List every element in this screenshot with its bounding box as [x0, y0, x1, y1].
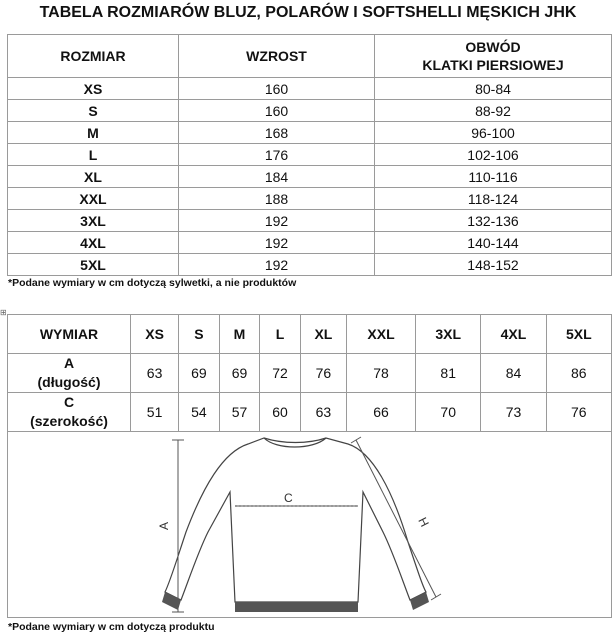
- table-row: [8, 232, 612, 254]
- length-value: 63: [131, 354, 179, 393]
- width-value: 51: [131, 393, 179, 432]
- table-row: [8, 166, 612, 188]
- size-cell: 4XL: [8, 232, 179, 254]
- width-value: 54: [179, 393, 220, 432]
- height-cell: 192: [179, 254, 375, 276]
- chest-cell: 88-92: [375, 100, 612, 122]
- header-size-col: 4XL: [481, 315, 546, 354]
- chest-cell: 148-152: [375, 254, 612, 276]
- width-value: 70: [416, 393, 481, 432]
- header-size-col: L: [260, 315, 301, 354]
- header-dimension: WYMIAR: [8, 315, 131, 354]
- chest-cell: 96-100: [375, 122, 612, 144]
- hem-band: [235, 602, 358, 612]
- length-value: 84: [481, 354, 546, 393]
- size-cell: 5XL: [8, 254, 179, 276]
- table-row: [8, 122, 612, 144]
- header-size-col: XXL: [347, 315, 416, 354]
- header-chest-line2: KLATKI PIERSIOWEJ: [422, 57, 564, 73]
- header-chest: [375, 35, 612, 78]
- header-size-col: 5XL: [546, 315, 611, 354]
- chest-cell: 118-124: [375, 188, 612, 210]
- size-cell: 3XL: [8, 210, 179, 232]
- header-size: ROZMIAR: [8, 35, 179, 78]
- width-value: 57: [219, 393, 260, 432]
- header-height: WZROST: [179, 35, 375, 78]
- length-value: 76: [300, 354, 346, 393]
- size-cell: L: [8, 144, 179, 166]
- table-row: [8, 188, 612, 210]
- height-cell: 160: [179, 78, 375, 100]
- width-value: 60: [260, 393, 301, 432]
- height-cell: 192: [179, 210, 375, 232]
- table-header-row: [8, 315, 612, 354]
- table-row-length: [8, 354, 612, 393]
- height-cell: 176: [179, 144, 375, 166]
- label-c: C: [284, 491, 293, 505]
- width-value: 66: [347, 393, 416, 432]
- table-row: [8, 78, 612, 100]
- table-anchor-icon: ⊞: [0, 308, 7, 317]
- length-value: 69: [219, 354, 260, 393]
- size-cell: M: [8, 122, 179, 144]
- chest-cell: 132-136: [375, 210, 612, 232]
- table-row-width: [8, 393, 612, 432]
- header-size-col: M: [219, 315, 260, 354]
- width-value: 76: [546, 393, 611, 432]
- row-label-a: A: [63, 355, 75, 371]
- height-cell: 160: [179, 100, 375, 122]
- header-size-col: 3XL: [416, 315, 481, 354]
- height-cell: 188: [179, 188, 375, 210]
- sweatshirt-outline: [165, 438, 426, 602]
- length-value: 72: [260, 354, 301, 393]
- row-label-c-desc: (szerokość): [30, 413, 108, 429]
- size-cell: XL: [8, 166, 179, 188]
- row-label-c: C: [63, 394, 75, 410]
- body-measure-note: *Podane wymiary w cm dotyczą sylwetki, a nie produktów: [8, 277, 297, 289]
- chest-cell: 140-144: [375, 232, 612, 254]
- header-size-col: XS: [131, 315, 179, 354]
- size-cell: XS: [8, 78, 179, 100]
- row-label-width: [8, 393, 131, 432]
- height-cell: 192: [179, 232, 375, 254]
- table-header-row: [8, 35, 612, 78]
- sweatshirt-diagram: [8, 432, 611, 617]
- size-cell: S: [8, 100, 179, 122]
- table-row: [8, 144, 612, 166]
- width-value: 63: [300, 393, 346, 432]
- table-row: [8, 100, 612, 122]
- row-label-a-desc: (długość): [37, 374, 101, 390]
- length-value: 78: [347, 354, 416, 393]
- height-cell: 184: [179, 166, 375, 188]
- row-label-length: [8, 354, 131, 393]
- label-h: H: [415, 515, 432, 530]
- product-size-table: [7, 314, 612, 432]
- header-size-col: S: [179, 315, 220, 354]
- body-size-table: [7, 34, 612, 276]
- page-title: TABELA ROZMIARÓW BLUZ, POLARÓW I SOFTSHELLI MĘSKICH JHK: [39, 4, 577, 21]
- length-value: 81: [416, 354, 481, 393]
- length-value: 86: [546, 354, 611, 393]
- width-value: 73: [481, 393, 546, 432]
- table-row: [8, 254, 612, 276]
- chest-cell: 102-106: [375, 144, 612, 166]
- table-row: [8, 210, 612, 232]
- height-cell: 168: [179, 122, 375, 144]
- header-size-col: XL: [300, 315, 346, 354]
- measure-a-line: [172, 440, 184, 612]
- sweatshirt-diagram-box: [7, 432, 612, 618]
- length-value: 69: [179, 354, 220, 393]
- label-a: A: [157, 521, 171, 530]
- header-chest-line1: OBWÓD: [465, 39, 521, 55]
- product-measure-note: *Podane wymiary w cm dotyczą produktu: [8, 621, 215, 633]
- chest-cell: 80-84: [375, 78, 612, 100]
- chest-cell: 110-116: [375, 166, 612, 188]
- size-cell: XXL: [8, 188, 179, 210]
